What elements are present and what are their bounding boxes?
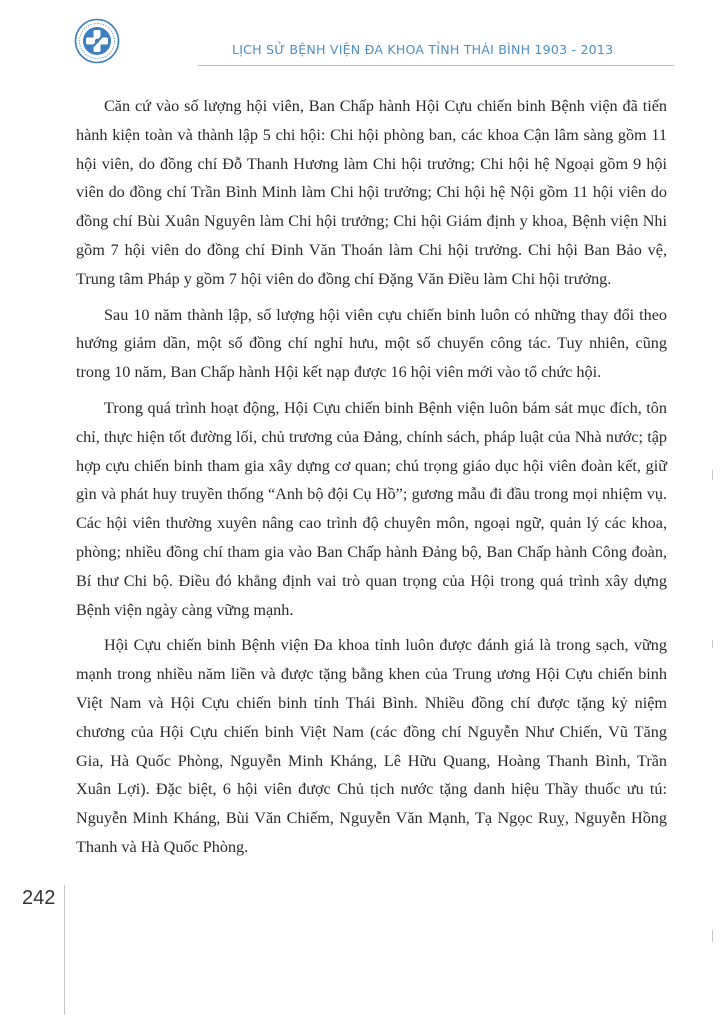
margin-divider bbox=[64, 885, 65, 1015]
page-number: 242 bbox=[22, 887, 56, 909]
running-header-title: LỊCH SỬ BỆNH VIỆN ĐA KHOA TỈNH THÁI BÌNH 1903 - 2013 bbox=[232, 42, 614, 57]
paragraph-4: Hội Cựu chiến binh Bệnh viện Đa khoa tỉnh luôn được đánh giá là trong sạch, vững mạnh trong nhiều năm liền và được tặng bằng khen của Trung ương Hội Cựu chiến binh Việt Nam và Hội Cựu chiến binh tỉnh Thái Bình. Nhiều đồng chí được tặng kỷ niệm chương của Hội Cựu chiến binh Việt Nam (các đồng chí Nguyễn Như Chiến, Vũ Tăng Gia, Hà Quốc Phòng, Nguyễn Minh Kháng, Lê Hữu Quang, Hoàng Thanh Bình, Trần Xuân Lợi). Đặc biệt, 6 hội viên được Chủ tịch nước tặng danh hiệu Thầy thuốc ưu tú: Nguyễn Minh Kháng, Bùi Văn Chiếm, Nguyễn Văn Mạnh, Tạ Ngọc Ruỵ, Nguyễn Hồng Thanh và Hà Quốc Phòng. bbox=[76, 636, 667, 856]
paragraph-1: Căn cứ vào số lượng hội viên, Ban Chấp hành Hội Cựu chiến binh Bệnh viện đã tiến hành kiện toàn và thành lập 5 chi hội: Chi hội phòng ban, các khoa Cận lâm sàng gồm 11 hội viên, do đồng chí Đỗ Thanh Hương làm Chi hội trưởng; Chi hội hệ Ngoại gồm 9 hội viên do đồng chí Trần Bình Minh làm Chi hội trưởng; Chi hội hệ Nội gồm 11 hội viên do đồng chí Bùi Xuân Nguyên làm Chi hội trưởng; Chi hội Giám định y khoa, Bệnh viện Nhi gồm 7 hội viên do đồng chí Đinh Văn Thoán làm Chi hội trưởng. Chi hội Ban Bảo vệ, Trung tâm Pháp y gồm 7 hội viên do đồng chí Đặng Văn Điều làm Chi hội trưởng. bbox=[76, 97, 667, 288]
paragraph-2: Sau 10 năm thành lập, số lượng hội viên cựu chiến binh luôn có những thay đổi theo hướng giảm dần, một số đồng chí nghỉ hưu, một số chuyển công tác. Tuy nhiên, cũng trong 10 năm, Ban Chấp hành Hội kết nạp được 16 hội viên mới vào tổ chức hội. bbox=[76, 305, 667, 382]
scan-mark bbox=[712, 930, 713, 942]
body-text bbox=[76, 92, 667, 869]
paragraph-3: Trong quá trình hoạt động, Hội Cựu chiến binh Bệnh viện luôn bám sát mục đích, tôn chỉ, thực hiện tốt đường lối, chủ trương của Đảng, chính sách, pháp luật của Nhà nước; tập hợp cựu chiến binh tham gia xây dựng cơ quan; chú trọng giáo dục hội viên đoàn kết, giữ gìn và phát huy truyền thống “Anh bộ đội Cụ Hồ”; gương mẫu đi đầu trong mọi nhiệm vụ. Các hội viên thường xuyên nâng cao trình độ chuyên môn, ngoại ngữ, quản lý các khoa, phòng; nhiều đồng chí tham gia vào Ban Chấp hành Đảng bộ, Ban Chấp hành Công đoàn, Bí thư Chi bộ. Điều đó khẳng định vai trò quan trọng của Hội trong quá trình xây dựng Bệnh viện ngày càng vững mạnh. bbox=[76, 398, 667, 619]
hospital-emblem-icon bbox=[74, 18, 120, 64]
scan-mark bbox=[712, 470, 713, 480]
header-divider bbox=[198, 65, 674, 66]
scan-mark bbox=[712, 640, 713, 648]
